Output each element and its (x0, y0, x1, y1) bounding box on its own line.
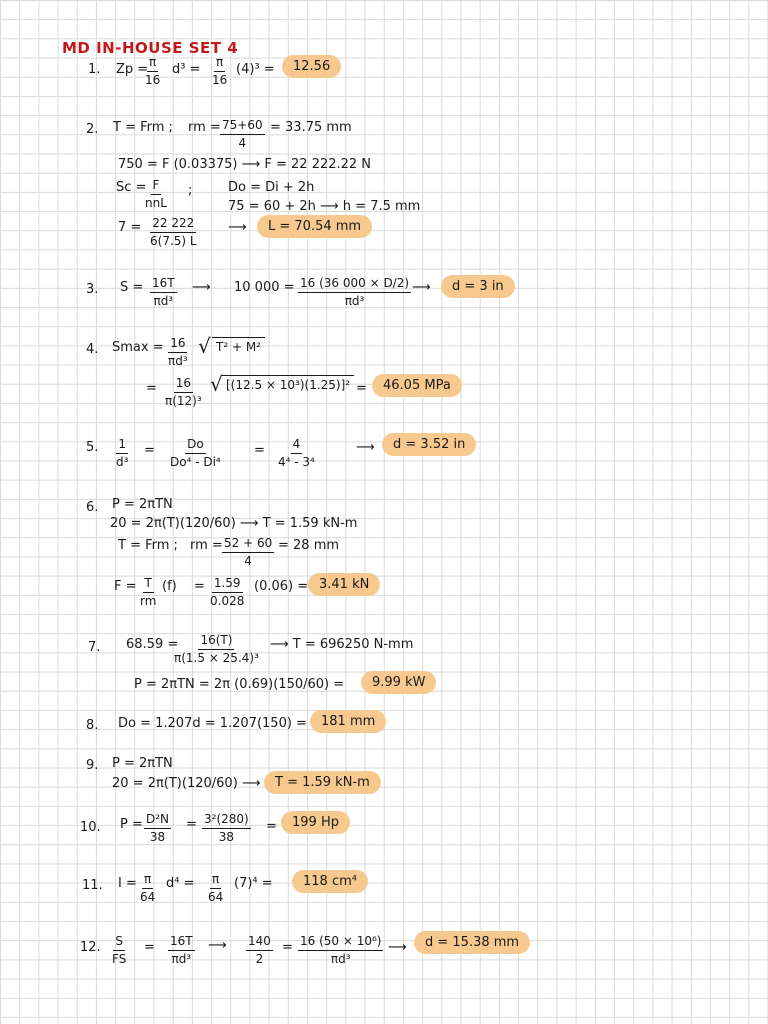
equation-text: rm = (188, 120, 221, 135)
arrow: ⟶ (388, 940, 407, 955)
answer-highlight: d = 15.38 mm (414, 931, 530, 954)
equation-text: 7 = (118, 220, 142, 235)
numerator: 1.59 (212, 576, 243, 593)
page-title: MD IN-HOUSE SET 4 (62, 39, 239, 57)
fraction (298, 934, 383, 967)
equation-text: (7)⁴ = (234, 876, 273, 891)
fraction (212, 55, 227, 88)
answer-highlight: d = 3 in (441, 275, 515, 298)
numerator: π (214, 55, 225, 72)
fraction (168, 336, 188, 369)
answer-highlight: 46.05 MPa (372, 374, 462, 397)
numerator: S (113, 934, 125, 951)
denominator: d³ (116, 455, 129, 469)
answer-highlight: T = 1.59 kN-m (264, 771, 381, 794)
equation-text: I = (118, 876, 137, 891)
numerator: 16(T) (198, 633, 234, 650)
arrow: ⟶ (412, 280, 431, 295)
fraction (145, 55, 160, 88)
numerator: 16T (168, 934, 195, 951)
fraction (202, 812, 251, 845)
equation-text: 10 000 = (234, 280, 295, 295)
equation-text: (4)³ = (236, 62, 275, 77)
denominator: 2 (255, 952, 264, 966)
equation-text: = (254, 443, 265, 458)
equation-text: Sc = (116, 180, 147, 195)
fraction (116, 437, 128, 470)
equation-text: ⟶ T = 696250 N-mm (270, 637, 414, 652)
equation-text: Do = Di + 2h (228, 180, 315, 195)
answer-highlight: 118 cm⁴ (292, 870, 368, 893)
equation-text: ; (188, 183, 193, 198)
fraction (210, 576, 244, 609)
problem-number: 10. (80, 820, 101, 835)
equation-text: 68.59 = (126, 637, 179, 652)
denominator: 4 (244, 554, 252, 568)
denominator: 4⁴ - 3⁴ (278, 455, 315, 469)
numerator: F (151, 178, 162, 195)
numerator: D²N (144, 812, 171, 829)
problem-number: 2. (86, 122, 99, 137)
fraction (168, 934, 195, 967)
denominator: 64 (208, 890, 224, 904)
numerator: 140 (246, 934, 273, 951)
denominator: π(1.5 × 25.4)³ (174, 651, 259, 665)
numerator: 16 (50 × 10⁶) (298, 934, 383, 951)
equation-text: = 33.75 mm (270, 120, 352, 135)
equation-text: T = Frm ; (113, 120, 173, 135)
problem-number: 1. (88, 62, 101, 77)
equation-text: d³ = (172, 62, 201, 77)
answer-highlight: 181 mm (310, 710, 386, 733)
equation-text: T = Frm ; (118, 538, 178, 553)
equation-text: P = 2πTN (112, 497, 173, 512)
arrow: ⟶ (208, 938, 227, 953)
denominator: 38 (149, 830, 166, 844)
denominator: πd³ (171, 952, 192, 966)
fraction (165, 376, 202, 409)
numerator: T (143, 576, 154, 593)
equation-text: Smax = (112, 340, 164, 355)
numerator: 16T (150, 276, 177, 293)
denominator: 6(7.5) L (150, 234, 197, 248)
problem-number: 6. (86, 500, 99, 515)
equation-text: rm = (190, 538, 223, 553)
numerator: 3²(280) (202, 812, 251, 829)
equation-text: d⁴ = (166, 876, 195, 891)
radicand: T² + M² (212, 337, 265, 355)
answer-highlight: d = 3.52 in (382, 433, 476, 456)
denominator: πd³ (330, 952, 351, 966)
fraction (298, 276, 411, 309)
fraction (145, 178, 167, 211)
equation-text: Do = 1.207d = 1.207(150) = (118, 716, 307, 731)
fraction (112, 934, 126, 967)
equation-text: (f) (162, 579, 177, 594)
numerator: π (142, 872, 153, 889)
problem-number: 11. (82, 878, 103, 893)
problem-number: 8. (86, 718, 99, 733)
equation-text: = (146, 381, 157, 396)
arrow: ⟶ (192, 280, 211, 295)
numerator: 1 (116, 437, 128, 454)
fraction (150, 216, 197, 249)
numerator: π (147, 55, 158, 72)
denominator: 64 (140, 890, 156, 904)
equation-text: S = (120, 280, 144, 295)
answer-highlight: 9.99 kW (361, 671, 436, 694)
equation-text: = 28 mm (278, 538, 340, 553)
fraction (140, 576, 156, 609)
denominator: 0.028 (210, 594, 245, 608)
equation-text: 75 = 60 + 2h ⟶ h = 7.5 mm (228, 199, 421, 214)
denominator: 16 (212, 73, 228, 87)
numerator: 16 (36 000 × D/2) (298, 276, 411, 293)
fraction (220, 118, 265, 151)
equation-text: = (144, 940, 155, 955)
equation-text: 750 = F (0.03375) ⟶ F = 22 222.22 N (118, 157, 372, 172)
fraction (170, 437, 221, 470)
denominator: πd³ (344, 294, 365, 308)
problem-number: 12. (80, 940, 101, 955)
problem-number: 5. (86, 440, 99, 455)
arrow: ⟶ (228, 220, 247, 235)
problem-number: 7. (88, 640, 101, 655)
answer-highlight: L = 70.54 mm (257, 215, 372, 238)
fraction (174, 633, 259, 666)
fraction (144, 812, 171, 845)
denominator: 38 (218, 830, 234, 844)
equation-text: P = 2πTN = 2π (0.69)(150/60) = (134, 677, 345, 692)
square-root-icon: √ (198, 334, 211, 358)
problem-number: 9. (86, 758, 99, 773)
numerator: 4 (291, 437, 303, 454)
radicand: [(12.5 × 10³)(1.25)]² (222, 375, 354, 393)
equation-text: P = (120, 817, 143, 832)
equation-text: 20 = 2π(T)(120/60) ⟶ (112, 776, 261, 791)
denominator: nnL (145, 196, 167, 210)
denominator: 4 (238, 136, 247, 150)
numerator: 52 + 60 (222, 536, 274, 553)
fraction (278, 437, 315, 470)
equation-text: = (356, 381, 367, 396)
arrow: ⟶ (356, 440, 375, 455)
numerator: Do (185, 437, 206, 454)
equation-text: F = (114, 579, 137, 594)
equation-text: (0.06) = (254, 579, 309, 594)
answer-highlight: 12.56 (282, 55, 341, 78)
problem-number: 4. (86, 342, 99, 357)
numerator: 75+60 (220, 118, 265, 135)
fraction (140, 872, 155, 905)
denominator: πd³ (168, 354, 188, 368)
equation-text: = (144, 443, 155, 458)
problem-number: 3. (86, 282, 99, 297)
denominator: rm (140, 594, 157, 608)
equation-text: = (266, 819, 277, 834)
equation-text: Zp = (116, 62, 149, 77)
answer-highlight: 3.41 kN (308, 573, 380, 596)
fraction (246, 934, 273, 967)
fraction (222, 536, 274, 569)
denominator: πd³ (153, 294, 174, 308)
equation-text: 20 = 2π(T)(120/60) ⟶ T = 1.59 kN-m (110, 516, 358, 531)
equation-text: = (186, 817, 197, 832)
answer-highlight: 199 Hp (281, 811, 350, 834)
equation-text: = (194, 579, 205, 594)
numerator: 16 (168, 336, 187, 353)
equation-text: P = 2πTN (112, 756, 173, 771)
denominator: Do⁴ - Di⁴ (170, 455, 221, 469)
numerator: 22 222 (150, 216, 196, 233)
numerator: 16 (174, 376, 193, 393)
fraction (150, 276, 177, 309)
fraction (208, 872, 223, 905)
denominator: π(12)³ (165, 394, 202, 408)
numerator: π (210, 872, 221, 889)
square-root-icon: √ (210, 372, 223, 396)
denominator: FS (112, 952, 127, 966)
equation-text: = (282, 940, 293, 955)
denominator: 16 (145, 73, 161, 87)
